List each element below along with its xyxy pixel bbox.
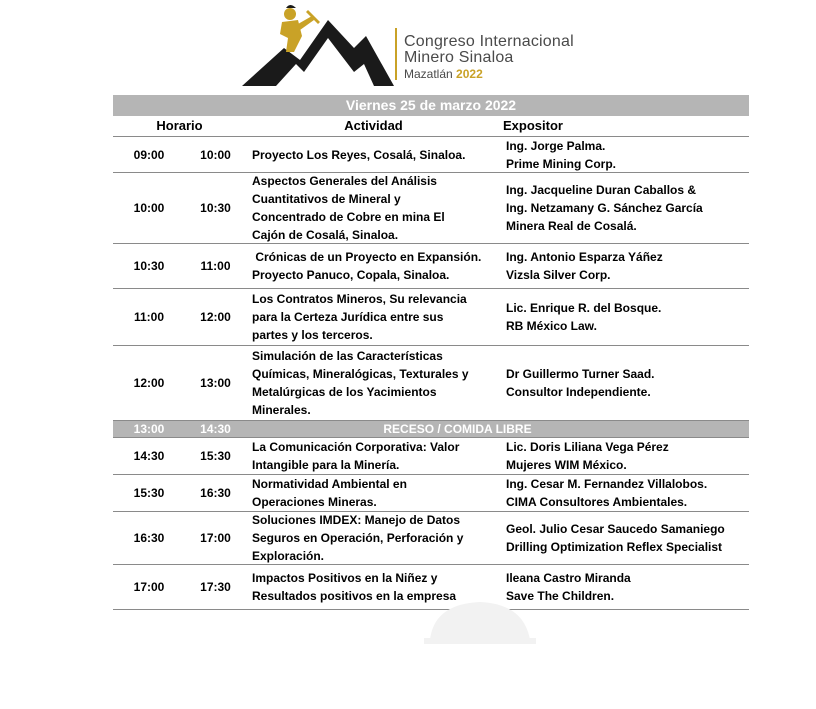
speaker-line: Dr Guillermo Turner Saad. [506,367,655,381]
speaker-line: Minera Real de Cosalá. [506,219,637,233]
activity-cell [246,172,501,244]
activity-line: La Comunicación Corporativa: Valor [252,440,460,454]
speaker-line: Prime Mining Corp. [506,156,617,171]
start-time: 15:30 [133,486,165,500]
start-time: 11:00 [133,310,165,324]
break-end: 14:30 [200,422,231,436]
schedule-row [113,289,749,346]
speaker-cell [501,475,749,511]
end-time: 17:00 [200,531,231,545]
activity-cell [246,438,501,474]
activity-line: Los Contratos Mineros, Su relevancia [252,292,467,306]
header-speaker: Expositor [503,118,563,133]
schedule-row [113,244,749,289]
speaker-line: CIMA Consultores Ambientales. [506,495,688,509]
schedule-table [113,95,749,610]
activity-line: partes y los terceros. [252,328,373,342]
activity-line: Seguros en Operación, Perforación y [252,531,464,545]
brand-line1: Congreso Internacional [404,33,574,50]
activity-line: Crónicas de un Proyecto en Expansión. [252,250,482,264]
activity-line: Exploración. [252,549,325,563]
start-time: 09:00 [133,147,165,162]
start-time: 10:30 [133,259,165,273]
start-time: 14:30 [133,449,165,463]
speaker-cell [501,520,749,556]
column-headers [113,116,749,137]
activity-line: Proyecto Panuco, Copala, Sinaloa. [252,268,450,282]
schedule-row [113,346,749,421]
activity-line: Intangible para la Minería. [252,458,400,472]
speaker-line: Drilling Optimization Reflex Specialist [506,540,723,554]
speaker-line: Ing. Antonio Esparza Yáñez [506,250,663,264]
activity-cell [246,511,501,565]
speaker-line: Ileana Castro Miranda [506,571,631,585]
schedule-row [113,173,749,244]
brand-year: 2022 [456,67,483,81]
speaker-line: Geol. Julio Cesar Saucedo Samaniego [506,522,725,536]
helmet-watermark-icon [420,596,540,646]
brand-text [404,34,574,80]
activity-line: Soluciones IMDEX: Manejo de Datos [252,513,461,527]
speaker-line: Vizsla Silver Corp. [506,268,611,282]
end-time: 11:00 [200,259,231,273]
end-time: 16:30 [200,486,231,500]
brand-city: Mazatlán [404,67,453,81]
break-row [113,421,749,438]
activity-line: Proyecto Los Reyes, Cosalá, Sinaloa. [252,147,466,162]
schedule-row [113,438,749,475]
activity-line: Operaciones Mineras. [252,495,377,509]
activity-line: Concentrado de Cobre en mina El [252,210,445,224]
rows-before-break [113,137,749,421]
speaker-cell [501,248,749,284]
brand-divider [395,28,397,80]
end-time: 17:30 [200,580,231,594]
activity-line: Resultados positivos en la empresa [252,589,457,603]
end-time: 10:30 [200,201,231,215]
end-time: 12:00 [200,310,231,324]
speaker-line: Ing. Jorge Palma. [506,138,606,153]
activity-line: Normatividad Ambiental en [252,477,407,491]
day-title: Viernes 25 de marzo 2022 [113,95,749,116]
end-time: 13:00 [200,376,231,390]
schedule-row [113,475,749,512]
break-label: RECESO / COMIDA LIBRE [383,422,532,436]
speaker-line: Ing. Cesar M. Fernandez Villalobos. [506,477,708,491]
activity-line: Cajón de Cosalá, Sinaloa. [252,228,399,242]
rows-after-break [113,438,749,610]
speaker-line: Mujeres WIM México. [506,458,627,472]
activity-line: Metalúrgicas de los Yacimientos [252,385,437,399]
speaker-line: Lic. Enrique R. del Bosque. [506,301,662,315]
speaker-line: Lic. Doris Liliana Vega Pérez [506,440,669,454]
speaker-line: Save The Children. [506,589,615,603]
speaker-line: Consultor Independiente. [506,385,651,399]
schedule-row [113,512,749,565]
brand-line2: Minero Sinaloa [404,49,514,66]
activity-line: para la Certeza Jurídica entre sus [252,310,444,324]
speaker-line: Ing. Jacqueline Duran Caballos & [506,183,697,197]
speaker-cell [501,181,749,235]
speaker-cell [501,137,749,173]
activity-line: Minerales. [252,403,311,417]
activity-cell [246,146,501,164]
activity-cell [246,347,501,419]
break-start: 13:00 [133,422,165,436]
speaker-line: RB México Law. [506,319,597,333]
brand-line3 [404,68,574,80]
speaker-line: Ing. Netzamany G. Sánchez García [506,201,703,215]
miner-mountain-logo-icon [238,2,398,90]
start-time: 10:00 [133,201,165,215]
end-time: 10:00 [200,147,231,162]
activity-line: Aspectos Generales del Análisis [252,174,437,188]
activity-cell [246,248,501,284]
start-time: 12:00 [133,376,165,390]
start-time: 17:00 [133,580,165,594]
start-time: 16:30 [133,531,165,545]
activity-line: Cuantitativos de Mineral y [252,192,401,206]
activity-cell [246,475,501,511]
speaker-cell [501,438,749,474]
speaker-cell [501,365,749,401]
speaker-cell [501,299,749,335]
activity-line: Químicas, Mineralógicas, Texturales y [252,367,469,381]
header-activity: Actividad [344,118,403,133]
activity-line: Simulación de las Características [252,349,443,363]
end-time: 15:30 [200,449,231,463]
event-logo [238,2,578,90]
activity-cell [246,290,501,344]
activity-line: Impactos Positivos en la Niñez y [252,571,438,585]
schedule-row [113,137,749,173]
header-time: Horario [156,118,203,133]
